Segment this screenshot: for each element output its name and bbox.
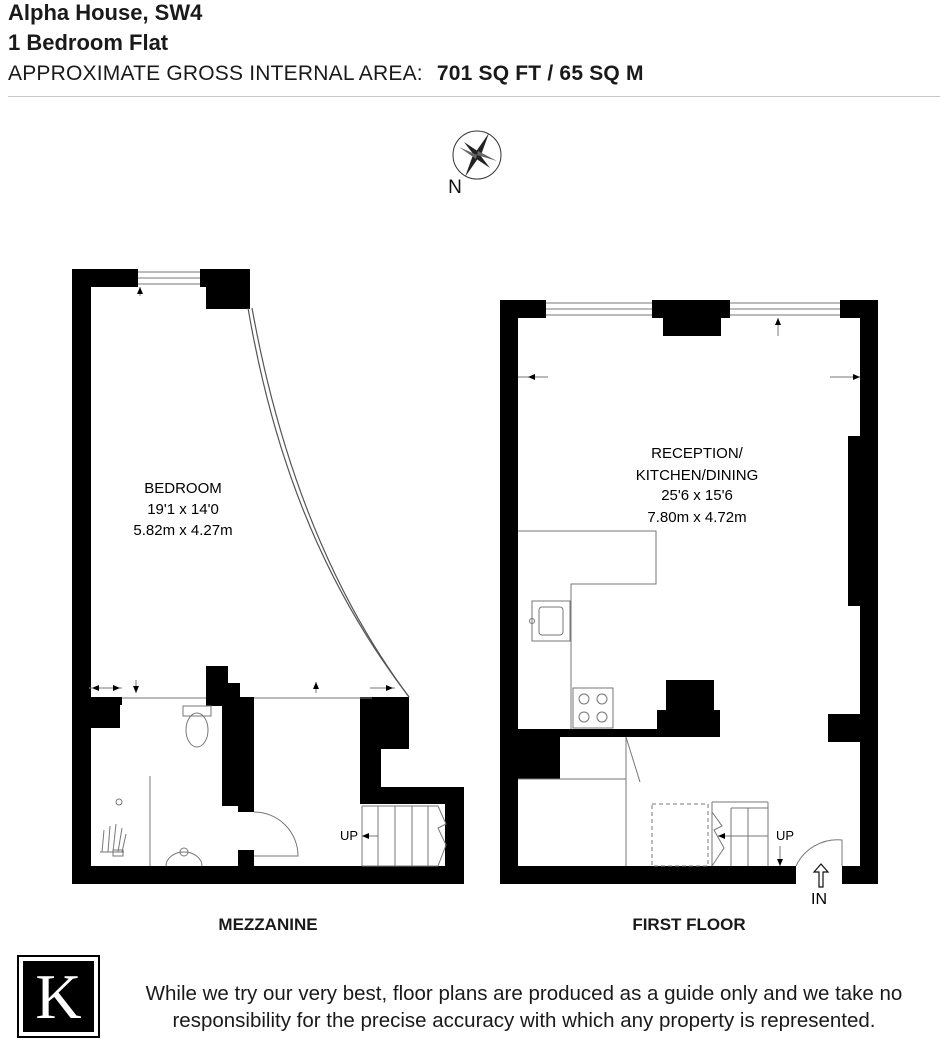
mezzanine-floor-label: MEZZANINE xyxy=(218,915,318,934)
mezzanine-stairs-up-label: UP xyxy=(339,828,359,843)
bedroom-size-imperial: 19'1 x 14'0 xyxy=(147,501,219,518)
property-subtitle: 1 Bedroom Flat xyxy=(8,30,169,55)
first-floor-stairs-up-label: UP xyxy=(775,828,795,843)
agency-logo xyxy=(17,955,100,1038)
mezzanine-walls xyxy=(72,269,464,884)
first-floor-arrows xyxy=(528,318,860,866)
agency-logo-letter: K xyxy=(23,961,94,1032)
bedroom-name: BEDROOM xyxy=(144,480,222,497)
compass-north-label: N xyxy=(448,177,462,198)
mezzanine-fixtures xyxy=(89,287,446,866)
entrance-label: IN xyxy=(811,891,827,908)
first-floor-label: FIRST FLOOR xyxy=(632,915,746,934)
bedroom-curved-glazing xyxy=(248,308,409,697)
mezzanine-window xyxy=(138,272,200,284)
bedroom-size-metric: 5.82m x 4.27m xyxy=(133,522,233,539)
compass-icon xyxy=(453,131,501,179)
property-title: Alpha House, SW4 xyxy=(8,0,203,25)
reception-size-metric: 7.80m x 4.72m xyxy=(647,509,747,526)
reception-size-imperial: 25'6 x 15'6 xyxy=(661,487,733,504)
gross-area-label: APPROXIMATE GROSS INTERNAL AREA: xyxy=(8,62,423,85)
reception-name-line2: KITCHEN/DINING xyxy=(635,467,759,484)
reception-name-line1: RECEPTION/ xyxy=(651,445,743,462)
disclaimer-text: While we try our very best, floor plans are produced as a guide only and we take no responsibility for the precise accuracy with which any property is represented. xyxy=(145,982,903,1032)
first-floor-walls xyxy=(500,300,878,884)
first-floor-fixtures xyxy=(518,318,860,866)
entrance-arrow-icon xyxy=(814,864,828,887)
gross-area-value: 701 SQ FT / 65 SQ M xyxy=(436,62,644,85)
